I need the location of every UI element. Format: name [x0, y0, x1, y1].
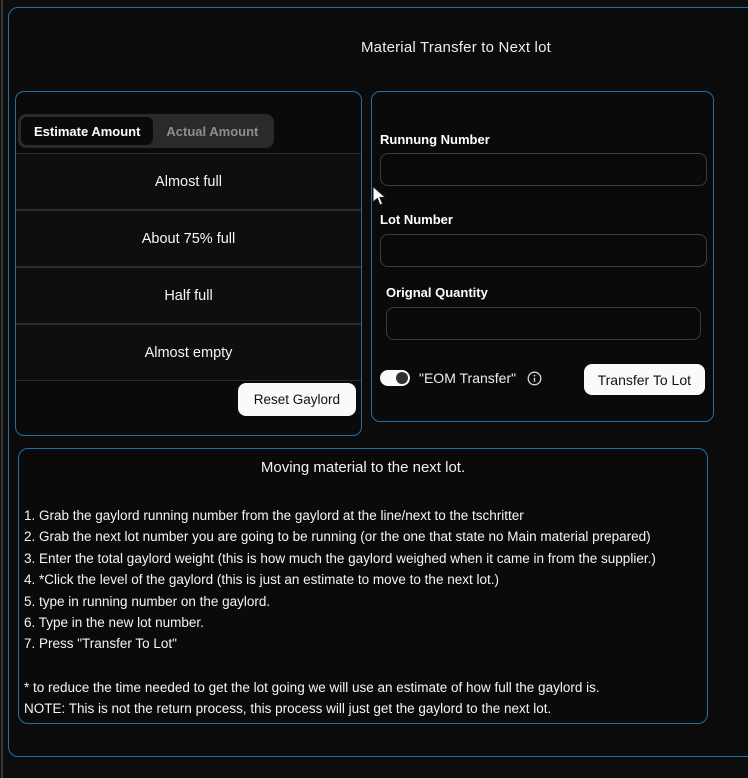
eom-transfer-label: "EOM Transfer"	[419, 370, 517, 386]
level-button-almost-empty[interactable]: Almost empty	[16, 324, 361, 381]
instruction-footnote: NOTE: This is not the return process, this process will just get the gaylord to the next lot.	[24, 701, 552, 717]
instruction-step: 7. Press "Transfer To Lot"	[24, 636, 177, 652]
amount-tabs	[18, 114, 274, 148]
instruction-step: 2. Grab the next lot number you are going to be running (or the one that state no Main material prepared)	[24, 529, 651, 545]
window-edge	[1, 0, 3, 778]
lot-number-input[interactable]	[380, 234, 707, 267]
tab-estimate-amount[interactable]: Estimate Amount	[21, 117, 153, 145]
lot-number-label: Lot Number	[380, 212, 453, 227]
reset-gaylord-button[interactable]: Reset Gaylord	[238, 383, 356, 416]
eom-transfer-toggle[interactable]	[380, 370, 410, 386]
transfer-form-panel	[371, 91, 714, 422]
tab-actual-amount[interactable]: Actual Amount	[166, 123, 259, 139]
level-list	[16, 153, 361, 381]
level-button-half-full[interactable]: Half full	[16, 267, 361, 324]
instructions-panel	[18, 448, 708, 724]
instruction-step: 4. *Click the level of the gaylord (this is just an estimate to move to the next lot.)	[24, 572, 499, 588]
instruction-step: 3. Enter the total gaylord weight (this is how much the gaylord weighed when it came in from the supplier.)	[24, 550, 656, 566]
original-quantity-label: Orignal Quantity	[386, 285, 488, 300]
level-button-almost-full[interactable]: Almost full	[16, 153, 361, 210]
info-icon[interactable]	[527, 371, 542, 386]
eom-transfer-row	[380, 368, 542, 388]
running-number-input[interactable]	[380, 153, 707, 186]
page-title: Material Transfer to Next lot	[360, 39, 552, 56]
transfer-to-lot-button[interactable]: Transfer To Lot	[584, 364, 705, 395]
estimate-panel	[15, 91, 362, 436]
instructions-steps	[24, 505, 702, 720]
spacer	[24, 655, 702, 677]
instruction-step: 5. type in running number on the gaylord.	[24, 593, 271, 609]
instruction-step: 1. Grab the gaylord running number from the gaylord at the line/next to the tschritter	[24, 508, 524, 523]
instruction-step: 6. Type in the new lot number.	[24, 615, 204, 631]
material-transfer-card	[8, 7, 748, 757]
level-button-75-full[interactable]: About 75% full	[16, 210, 361, 267]
toggle-knob	[396, 372, 408, 384]
original-quantity-input[interactable]	[386, 307, 701, 340]
instructions-heading: Moving material to the next lot.	[260, 459, 466, 476]
instruction-footnote: * to reduce the time needed to get the lot going we will use an estimate of how full the gaylord is.	[24, 679, 600, 695]
running-number-label: Runnung Number	[380, 132, 490, 147]
